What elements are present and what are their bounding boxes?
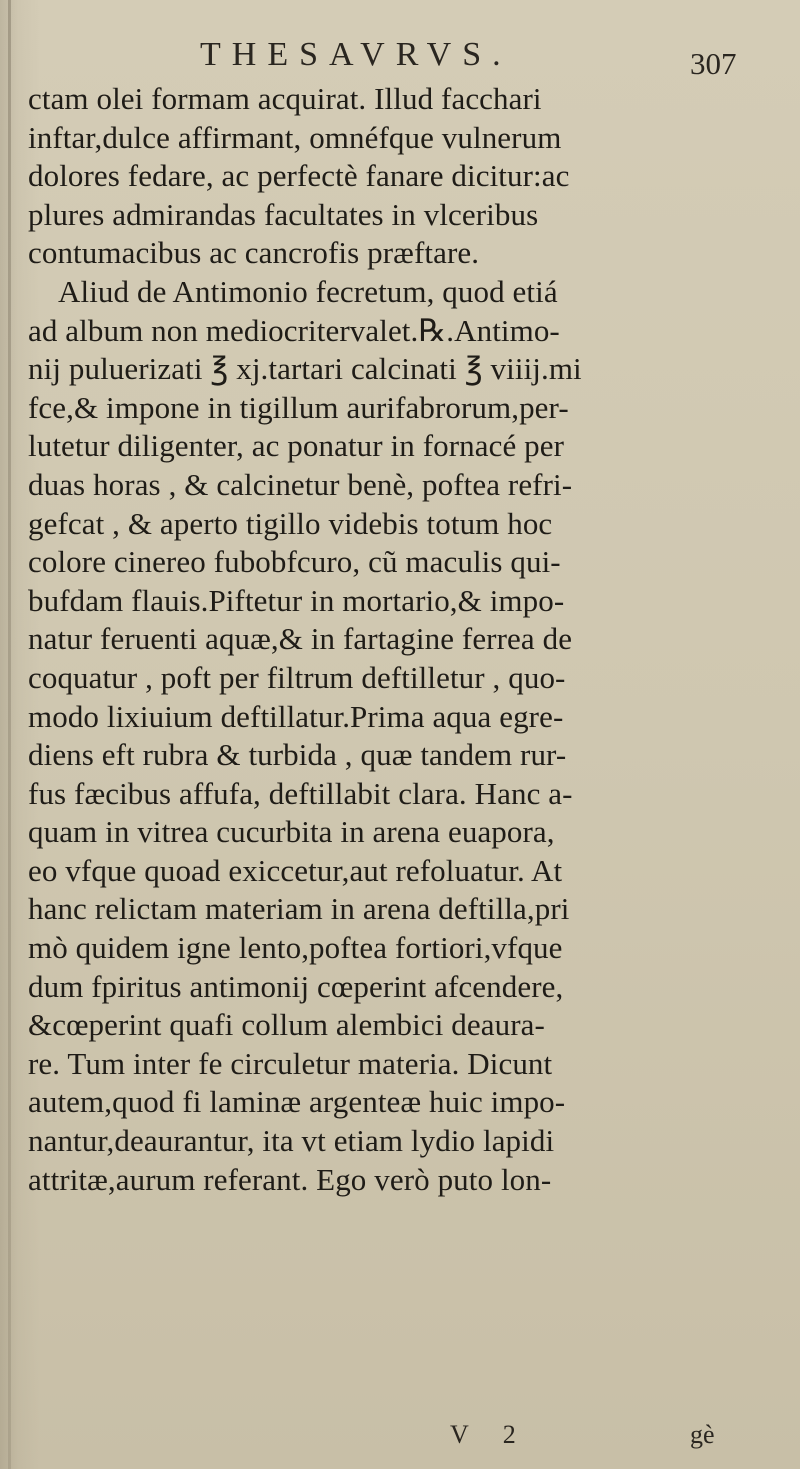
text-line: colore cinereo fubobfcuro, cũ maculis qui-: [28, 544, 561, 580]
text-line: natur feruenti aquæ,& in fartagine ferrea de: [28, 621, 573, 657]
text-line: autem,quod fi laminæ argenteæ huic impo-: [28, 1084, 566, 1120]
page-number: 307: [690, 46, 737, 81]
paragraph-start-line: Aliud de Antimonio fecretum, quod etiá: [58, 273, 558, 309]
page-gutter: [8, 0, 11, 1469]
text-line: &cœperint quafi collum alembici deaura-: [28, 1007, 545, 1043]
text-line: dolores fedare, ac perfectè fanare dicitur:ac: [28, 158, 570, 194]
text-line: inftar,dulce affirmant, omnéfque vulnerum: [28, 119, 562, 155]
text-line: lutetur diligenter, ac ponatur in fornacé per: [28, 428, 565, 464]
catchword: gè: [690, 1420, 715, 1449]
text-line: mò quidem igne lento,poftea fortiori,vfque: [28, 930, 563, 966]
page-footer: [0, 1420, 800, 1460]
text-line: quam in vitrea cucurbita in arena euapora,: [28, 814, 555, 850]
text-line: fus fæcibus affufa, deftillabit clara. Hanc a-: [28, 775, 573, 811]
text-line: eo vfque quoad exiccetur,aut refoluatur. At: [28, 852, 563, 888]
text-line: attritæ,aurum referant. Ego verò puto lon-: [28, 1161, 552, 1197]
text-line: re. Tum inter fe circuletur materia. Dicunt: [28, 1045, 553, 1081]
text-line: fce,& impone in tigillum aurifabrorum,per-: [28, 389, 569, 425]
text-line: plures admirandas facultates in vlceribus: [28, 196, 539, 232]
text-line: dum fpiritus antimonij cœperint afcendere,: [28, 968, 564, 1004]
text-line: nij puluerizati ℥ xj.tartari calcinati ℥ viiij.mi: [28, 351, 582, 387]
text-line: nantur,deaurantur, ita vt etiam lydio lapidi: [28, 1123, 555, 1159]
body-text: [28, 80, 798, 1199]
running-head: [0, 36, 800, 86]
text-line: ctam olei formam acquirat. Illud facchari: [28, 81, 542, 116]
text-line: coquatur , poft per filtrum deftilletur , quo-: [28, 659, 566, 695]
text-line: bufdam flauis.Piftetur in mortario,& impo-: [28, 582, 565, 618]
text-line: gefcat , & aperto tigillo videbis totum hoc: [28, 505, 553, 541]
running-title: THESAVRVS.: [200, 36, 512, 73]
signature-mark: V 2: [450, 1420, 530, 1449]
text-line: hanc relictam materiam in arena deftilla,pri: [28, 891, 570, 927]
text-line: diens eft rubra & turbida , quæ tandem rur-: [28, 737, 567, 773]
text-line: contumacibus ac cancrofis præftare.: [28, 235, 480, 271]
text-line: modo lixiuium deftillatur.Prima aqua egre-: [28, 698, 564, 734]
text-line: duas horas , & calcinetur benè, poftea refri-: [28, 466, 573, 502]
text-line: ad album non mediocritervalet.℞.Antimo-: [28, 312, 560, 348]
